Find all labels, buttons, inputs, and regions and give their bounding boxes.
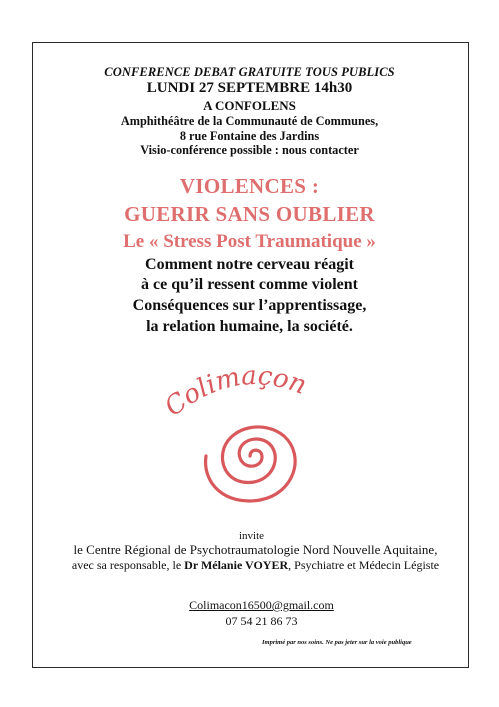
subtitle-line-4: la relation humaine, la société. bbox=[146, 318, 353, 335]
contact-phone: 07 54 21 86 73 bbox=[225, 614, 298, 628]
event-date: LUNDI 27 SEPTEMBRE 14h30 bbox=[146, 80, 353, 96]
event-type-heading: CONFERENCE DEBAT GRATUITE TOUS PUBLICS bbox=[104, 65, 395, 79]
venue-name: Amphithéâtre de la Communauté de Communes, bbox=[120, 114, 379, 128]
print-notice: Imprimé par nos soins. Ne pas jeter sur la voie publique bbox=[262, 639, 412, 646]
contact-email-link[interactable]: Colimacon16500@gmail.com bbox=[189, 598, 334, 612]
title-line-2: GUERIR SANS OUBLIER bbox=[124, 202, 375, 226]
subtitle-line-3: Conséquences sur l’apprentissage, bbox=[132, 297, 367, 314]
logo-wordmark: Colimaçon bbox=[159, 360, 311, 423]
colimacon-logo bbox=[150, 360, 350, 525]
speaker-role: , Psychiatre et Médecin Légiste bbox=[288, 558, 440, 572]
subtitle-line-2: à ce qu’il ressent comme violent bbox=[141, 276, 358, 293]
speaker-name: Dr Mélanie VOYER bbox=[184, 558, 289, 572]
subtitle-line-1: Comment notre cerveau réagit bbox=[145, 256, 354, 273]
spiral-logo-icon bbox=[150, 360, 350, 525]
invited-organization: le Centre Régional de Psychotraumatologie Nord Nouvelle Aquitaine, bbox=[73, 542, 438, 557]
speaker-prefix: avec sa responsable, le bbox=[71, 558, 182, 572]
invite-word: invite bbox=[238, 530, 265, 542]
visio-note: Visio-conférence possible : nous contacter bbox=[140, 143, 359, 157]
event-city: A CONFOLENS bbox=[203, 98, 296, 113]
invited-speaker bbox=[6, 558, 499, 573]
title-line-3: Le « Stress Post Traumatique » bbox=[123, 231, 376, 252]
title-line-1: VIOLENCES : bbox=[179, 174, 320, 198]
venue-street: 8 rue Fontaine des Jardins bbox=[179, 129, 320, 143]
